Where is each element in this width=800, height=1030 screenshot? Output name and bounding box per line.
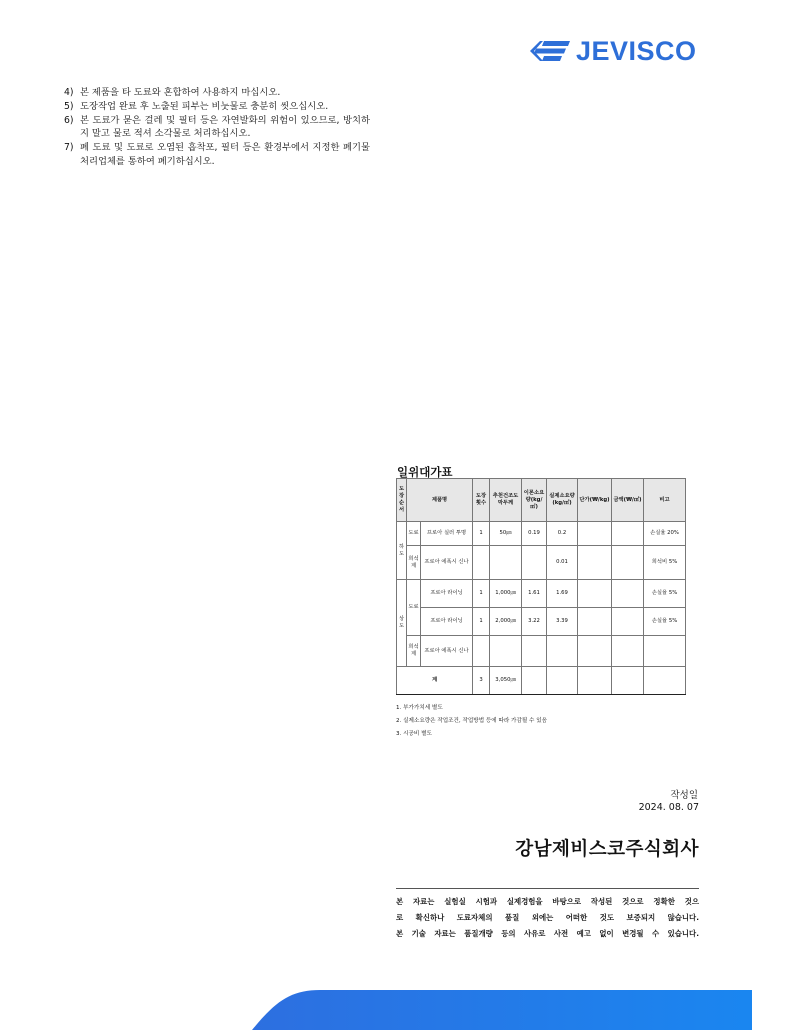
header-cell: 비고 xyxy=(644,479,686,522)
disclaimer-line: 본 기술 자료는 품질개량 등의 사유로 사전 예고 없이 변경될 수 있습니다. xyxy=(396,929,699,938)
price-cell xyxy=(578,636,612,667)
amount-cell xyxy=(612,608,644,636)
precautions-list xyxy=(64,86,370,169)
remark-cell xyxy=(644,667,686,695)
amount-cell xyxy=(612,667,644,695)
price-cell xyxy=(578,667,612,695)
footer-decoration xyxy=(0,988,800,1030)
precaution-item: 7) 폐 도료 및 도료로 오염된 흡착포, 필터 등은 환경부에서 지정한 폐기물 처리업체를 통하여 폐기하십시오. xyxy=(64,142,370,167)
amount-cell xyxy=(612,636,644,667)
header-cell: 금액(₩/㎡) xyxy=(612,479,644,522)
coats-cell: 1 xyxy=(473,580,490,608)
remark-cell: 희석비 5% xyxy=(644,546,686,580)
estimate-title: 일위대가표 xyxy=(397,465,453,479)
disclaimer xyxy=(396,894,699,942)
table-notes xyxy=(396,703,547,742)
theory-cell: 0.19 xyxy=(522,522,547,546)
coats-cell xyxy=(473,636,490,667)
remark-cell: 손실율 5% xyxy=(644,608,686,636)
amount-cell xyxy=(612,580,644,608)
product-cell: 프로아 에폭시 신나 xyxy=(421,546,473,580)
header-cell: 이론소요량(kg/㎡) xyxy=(522,479,547,522)
product-cell: 프로아 라이닝 xyxy=(421,608,473,636)
theory-cell xyxy=(522,546,547,580)
dft-cell: 1,000㎛ xyxy=(490,580,522,608)
table-row xyxy=(397,546,686,580)
dft-cell xyxy=(490,546,522,580)
table-header-row xyxy=(397,479,686,522)
coats-cell xyxy=(473,546,490,580)
product-cell: 프로아 에폭시 신나 xyxy=(421,636,473,667)
product-cell: 프로아 실러 투명 xyxy=(421,522,473,546)
actual-cell xyxy=(547,636,578,667)
jevisco-swoosh-icon xyxy=(530,39,570,63)
date-value: 2024. 08. 07 xyxy=(638,802,699,813)
company-logo xyxy=(530,34,697,68)
date-label: 작성일 xyxy=(670,790,698,801)
product-cell: 프로아 라이닝 xyxy=(421,580,473,608)
actual-cell: 3.39 xyxy=(547,608,578,636)
total-label-cell: 계 xyxy=(397,667,473,695)
divider xyxy=(396,888,699,889)
dft-cell: 3,050㎛ xyxy=(490,667,522,695)
note-item: 1. 부가가치세 별도 xyxy=(396,705,443,711)
theory-cell: 1.61 xyxy=(522,580,547,608)
logo-text: JEVISCO xyxy=(576,35,697,66)
amount-cell xyxy=(612,546,644,580)
stage-cell: 상도 xyxy=(397,580,407,667)
company-name: 강남제비스코주식회사 xyxy=(515,839,699,860)
header-cell: 도장횟수 xyxy=(473,479,490,522)
note-item: 2. 실제소요량은 작업조건, 작업방법 등에 따라 가감될 수 있음 xyxy=(396,718,548,724)
remark-cell xyxy=(644,636,686,667)
table-row xyxy=(397,608,686,636)
dft-cell xyxy=(490,636,522,667)
type-cell: 도료 xyxy=(407,580,421,636)
table-row xyxy=(397,580,686,608)
theory-cell xyxy=(522,636,547,667)
disclaimer-line: 본 자료는 실험실 시험과 실제경험을 바탕으로 작성된 것으로 정확한 것으 xyxy=(396,897,699,906)
precaution-item: 5) 도장작업 완료 후 노출된 피부는 비눗물로 충분히 씻으십시오. xyxy=(64,100,329,112)
estimate-table xyxy=(396,478,686,695)
dft-cell: 2,000㎛ xyxy=(490,608,522,636)
disclaimer-line: 로 확신하나 도료자체의 품질 외에는 어떠한 것도 보증되지 않습니다. xyxy=(396,913,699,922)
price-cell xyxy=(578,546,612,580)
type-cell: 희석제 xyxy=(407,636,421,667)
header-cell: 도장순서 xyxy=(397,479,407,522)
coats-cell: 1 xyxy=(473,608,490,636)
remark-cell: 손실율 20% xyxy=(644,522,686,546)
actual-cell xyxy=(547,667,578,695)
header-cell: 단가(₩/kg) xyxy=(578,479,612,522)
price-cell xyxy=(578,522,612,546)
precaution-item: 4) 본 제품을 타 도료와 혼합하여 사용하지 마십시오. xyxy=(64,87,281,98)
table-row xyxy=(397,636,686,667)
table-total-row xyxy=(397,667,686,695)
precaution-item: 6) 본 도료가 묻은 걸레 및 필터 등은 자연발화의 위험이 있으므로, 방치하지 말고 물로 적셔 소각물로 처리하십시오. xyxy=(64,114,370,140)
price-cell xyxy=(578,608,612,636)
theory-cell xyxy=(522,667,547,695)
type-cell: 희석제 xyxy=(407,546,421,580)
remark-cell: 손실율 5% xyxy=(644,580,686,608)
theory-cell: 3.22 xyxy=(522,608,547,636)
amount-cell xyxy=(612,522,644,546)
actual-cell: 0.2 xyxy=(547,522,578,546)
table-row xyxy=(397,522,686,546)
actual-cell: 1.69 xyxy=(547,580,578,608)
header-cell: 실제소요량(kg/㎡) xyxy=(547,479,578,522)
stage-cell: 하도 xyxy=(397,522,407,580)
price-cell xyxy=(578,580,612,608)
coats-cell: 1 xyxy=(473,522,490,546)
note-item: 3. 시공비 별도 xyxy=(396,731,432,737)
header-cell: 추천건조도막두께 xyxy=(490,479,522,522)
actual-cell: 0.01 xyxy=(547,546,578,580)
dft-cell: 50㎛ xyxy=(490,522,522,546)
header-cell: 제품명 xyxy=(407,479,473,522)
coats-cell: 3 xyxy=(473,667,490,695)
type-cell: 도료 xyxy=(407,522,421,546)
